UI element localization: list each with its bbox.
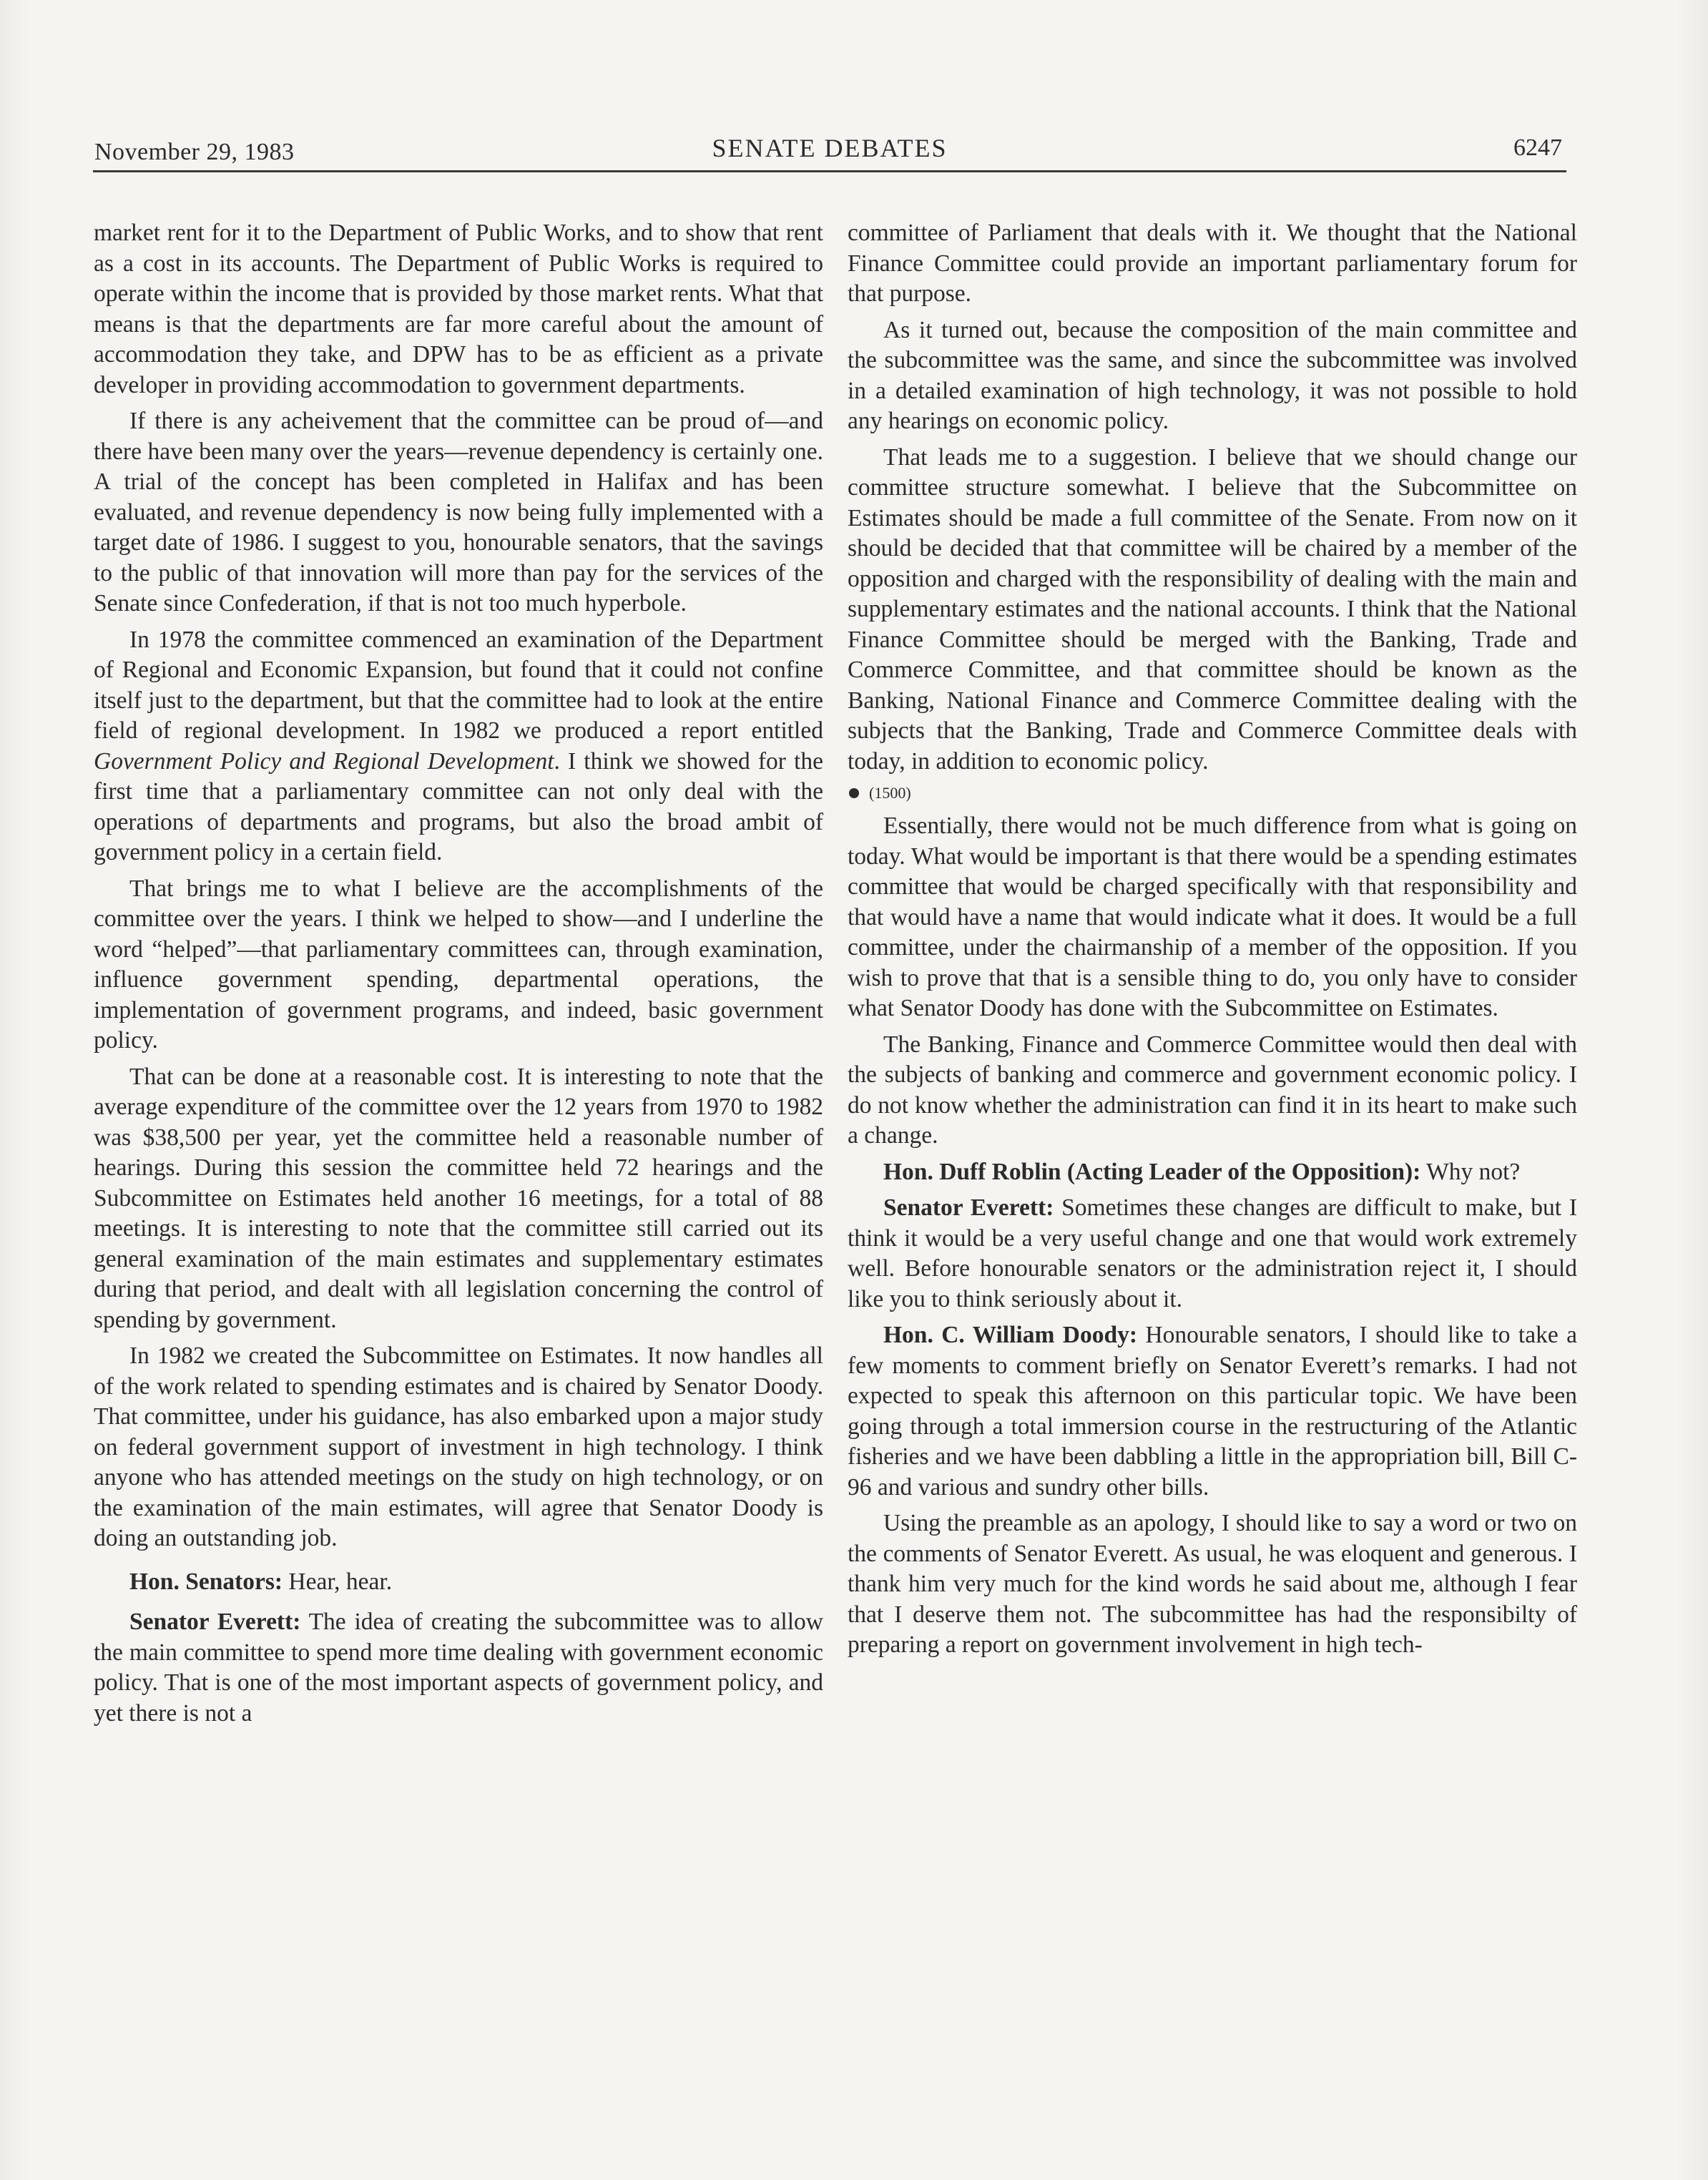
speaker-name: Senator Everett: [883,1194,1054,1221]
paragraph-text: . I think we showed for the first time that a parliamentary committee can not only deal with the operations of departments and programs, but also the broad ambit of government policy in a certain field. [94,747,823,865]
speech-text: Hear, hear. [283,1568,393,1595]
speech-text: Why not? [1420,1158,1521,1185]
time-marker [848,782,1577,804]
paragraph: As it turned out, because the composition of the main committee and the subcommittee was the same, and since the subcommittee was involved in a detailed examination of high technology, it was not possible to hold any hearings on economic policy. [848,316,1577,434]
speech-paragraph [848,1320,1577,1503]
page-header [93,129,1566,172]
header-page-number: 6247 [1513,134,1562,161]
paragraph: Using the preamble as an apology, I should like to say a word or two on the comments of Senator Everett. As usual, he was eloquent and generous. I thank him very much for the kind words he said about me, although I fear that I deserve them not. The subcommittee has had the responsibilty of preparing a report on government involvement in high tech- [848,1510,1577,1658]
paragraph-text: In 1978 the committee commenced an examination of the Department of Regional and Economic Expansion, but found that it could not confine itself just to the department, but that the committee had to look at the entire field of regional development. In 1982 we produced a report entitled [94,626,823,744]
paragraph: The Banking, Finance and Commerce Committee would then deal with the subjects of banking and commerce and government economic policy. I do not know whether the administration can find it in its heart to make such a change. [848,1031,1577,1149]
speaker-name: Hon. Senators: [129,1568,283,1595]
speech-paragraph [848,1157,1577,1188]
speaker-name: Hon. C. William Doody: [883,1322,1137,1348]
time-marker-label: (1500) [869,784,911,802]
paragraph: In 1982 we created the Subcommittee on Estimates. It now handles all of the work related to spending estimates and is chaired by Senator Doody. That committee, under his guidance, has also embarked upon a major study on federal government support of investment in high technology. I think anyone who has attended meetings on the study on high technology, or on the examination of the main estimates, will agree that Senator Doody is doing an outstanding job. [94,1342,823,1551]
paragraph [94,625,823,868]
paragraph: That leads me to a suggestion. I believe that we should change our committee structure somewhat. I believe that the Subcommittee on Estimates should be made a full committee of the Senate. From now on it should be decided that that committee will be chaired by a member of the opposition and charged with the responsibility of dealing with the main and supplementary estimates and the national accounts. I think that the National Finance Committee should be merged with the Banking, Trade and Commerce Committee, and that committee should be known as the Banking, National Finance and Commerce Committee dealing with the subjects that the Banking, Trade and Commerce Committee deals with today, in addition to economic policy. [848,443,1577,775]
speaker-name: Senator Everett: [129,1609,301,1635]
speech-text: The idea of creating the subcommittee was to allow the main committee to spend more time dealing with government economic policy. That is one of the most important aspects of government policy, and yet there is not a [94,1609,823,1727]
paragraph: market rent for it to the Department of Public Works, and to show that rent as a cost in its accounts. The Department of Public Works is required to operate within the income that is provided by those market rents. What that means is that the departments are far more careful about the amount of accommodation they take, and DPW has to be as efficient as a private developer in providing accommodation to government departments. [94,220,823,398]
report-title: Government Policy and Regional Development [94,747,554,775]
bullet-icon [849,788,859,798]
paragraph: Essentially, there would not be much difference from what is going on today. What would be important is that there would be a spending estimates committee that would be charged specifically with that responsibility and that would have a name that would indicate what it does. It would be a full committee, under the chairmanship of a member of the opposition. If you wish to prove that that is a sensible thing to do, you only have to consider what Senator Doody has done with the Subcommittee on Estimates. [848,812,1577,1021]
paragraph: committee of Parliament that deals with it. We thought that the National Finance Committee could provide an important parliamentary forum for that purpose. [848,220,1577,307]
speech-paragraph [848,1193,1577,1315]
right-column [848,218,1577,1666]
speech-paragraph [94,1607,823,1729]
speech-paragraph [94,1567,823,1598]
paragraph: If there is any acheivement that the committee can be proud of—and there have been many over the years—revenue dependency is certainly one. A trial of the concept has been completed in Halifax and has been evaluated, and revenue dependency is now being fully implemented with a target date of 1986. I suggest to you, honourable senators, that the savings to the public of that innovation will more than pay for the services of the Senate since Confederation, if that is not too much hyperbole. [94,408,823,617]
paragraph: That brings me to what I believe are the accomplishments of the committee over the years. I think we helped to show—and I underline the word “helped”—that parliamentary committees can, through examination, influence government spending, departmental operations, the implementation of government programs, and indeed, basic government policy. [94,875,823,1054]
speech-text: Honourable senators, I should like to take a few moments to comment briefly on Senator Everett’s remarks. I had not expected to speak this afternoon on this particular topic. We have been going through a total immersion course in the restructuring of the Atlantic fisheries and we have been dabbling a little in the appropriation bill, Bill C-96 and various and sundry other bills. [848,1322,1577,1501]
header-title: SENATE DEBATES [712,134,948,162]
speaker-name: Hon. Duff Roblin (Acting Leader of the Opposition): [883,1158,1421,1185]
left-column [94,218,823,1734]
paragraph: That can be done at a reasonable cost. It is interesting to note that the average expenditure of the committee over the 12 years from 1970 to 1982 was $38,500 per year, yet the committee held a reasonable number of hearings. During this session the committee held 72 hearings and the Subcommittee on Estimates held another 16 meetings, for a total of 88 meetings. It is interesting to note that the committee still carried out its general examination of the main estimates and supplementary estimates during that period, and dealt with all legislation concerning the control of spending by government. [94,1063,823,1333]
header-date: November 29, 1983 [94,139,295,165]
speech-text: Sometimes these changes are difficult to make, but I think it would be a very useful change and one that would work extremely well. Before honourable senators or the administration reject it, I should like you to think seriously about it. [848,1194,1578,1312]
